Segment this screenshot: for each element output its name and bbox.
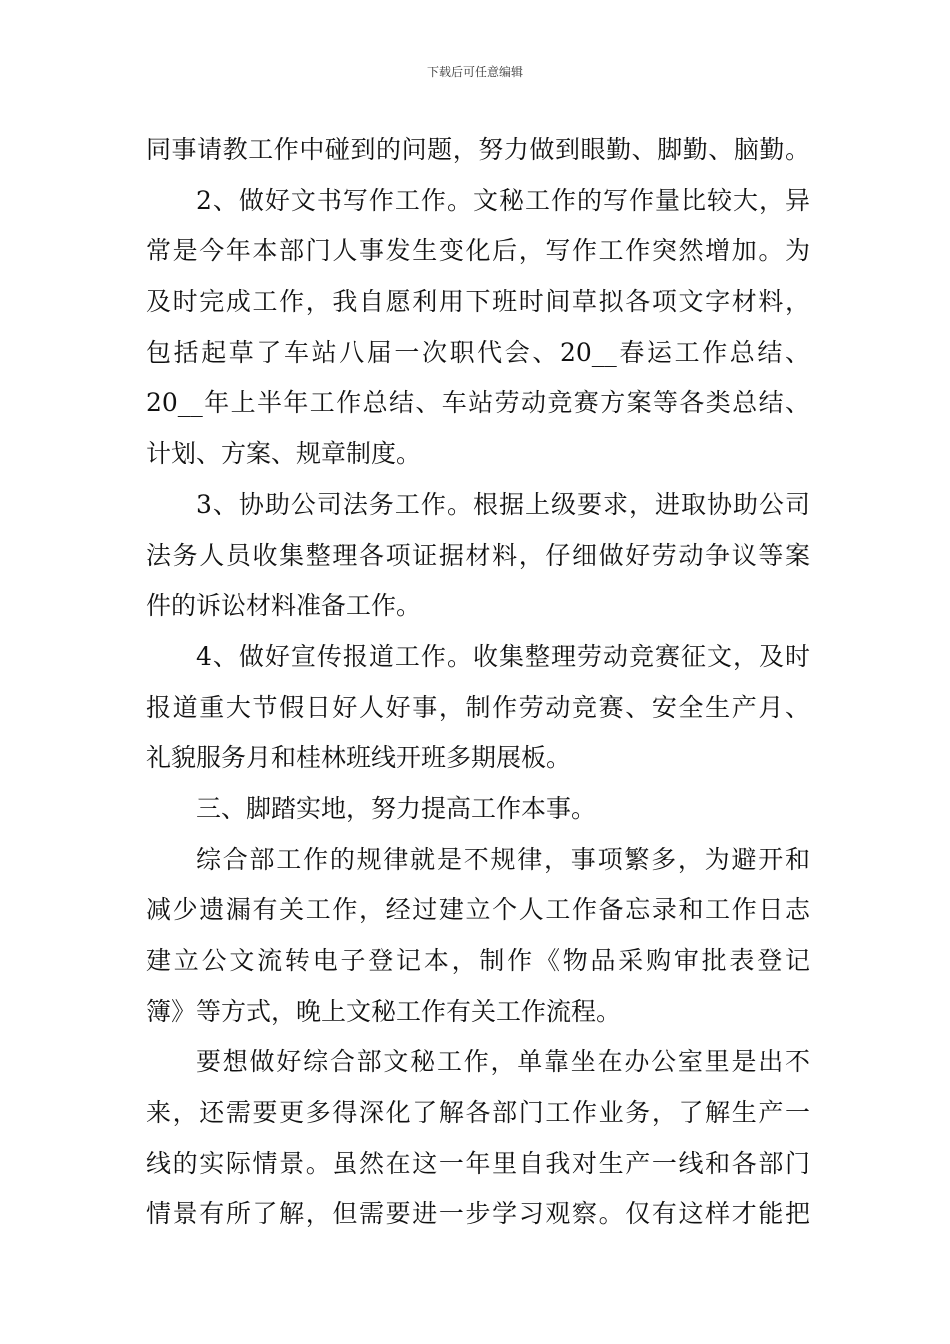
- document-body: [146, 125, 810, 1240]
- text-line: 礼貌服务月和桂林班线开班多期展板。: [146, 743, 572, 773]
- text-line: 报道重大节假日好人好事，制作劳动竞赛、安全生产月、: [146, 692, 810, 722]
- section-heading: 三、脚踏实地，努力提高工作本事。: [196, 793, 597, 823]
- text-line: 同事请教工作中碰到的问题，努力做到眼勤、脚勤、脑勤。: [146, 135, 810, 164]
- text-line: 来，还需要更多得深化了解各部门工作业务，了解生产一: [146, 1098, 810, 1128]
- text-line: 及时完成工作，我自愿利用下班时间草拟各项文字材料，: [146, 287, 810, 317]
- text-line: 要想做好综合部文秘工作，单靠坐在办公室里是出不: [196, 1047, 810, 1077]
- text-line: 计划、方案、规章制度。: [146, 439, 422, 469]
- text-line: 减少遗漏有关工作，经过建立个人工作备忘录和工作日志: [146, 895, 810, 925]
- text-line: 3、协助公司法务工作。根据上级要求，进取协助公司: [196, 489, 810, 519]
- text-line: 件的诉讼材料准备工作。: [146, 591, 422, 621]
- text-line: 2、做好文书写作工作。文秘工作的写作量比较大，异: [196, 185, 810, 215]
- page-header-note: 下载后可任意编辑: [426, 65, 523, 79]
- text-line: 法务人员收集整理各项证据材料，仔细做好劳动争议等案: [146, 540, 810, 570]
- text-line: 20__年上半年工作总结、车站劳动竞赛方案等各类总结、: [146, 388, 810, 418]
- text-line: 情景有所了解，但需要进一步学习观察。仅有这样才能把: [146, 1199, 810, 1229]
- text-line: 包括起草了车站八届一次职代会、20__春运工作总结、: [146, 337, 810, 367]
- text-line: 综合部工作的规律就是不规律，事项繁多，为避开和: [196, 844, 810, 874]
- text-line: 4、做好宣传报道工作。收集整理劳动竞赛征文，及时: [196, 641, 810, 671]
- text-line: 常是今年本部门人事发生变化后，写作工作突然增加。为: [146, 236, 810, 266]
- text-line: 线的实际情景。虽然在这一年里自我对生产一线和各部门: [146, 1148, 810, 1178]
- text-line: 簿》等方式，晚上文秘工作有关工作流程。: [146, 996, 622, 1026]
- text-line: 建立公文流转电子登记本，制作《物品采购审批表登记: [146, 946, 810, 975]
